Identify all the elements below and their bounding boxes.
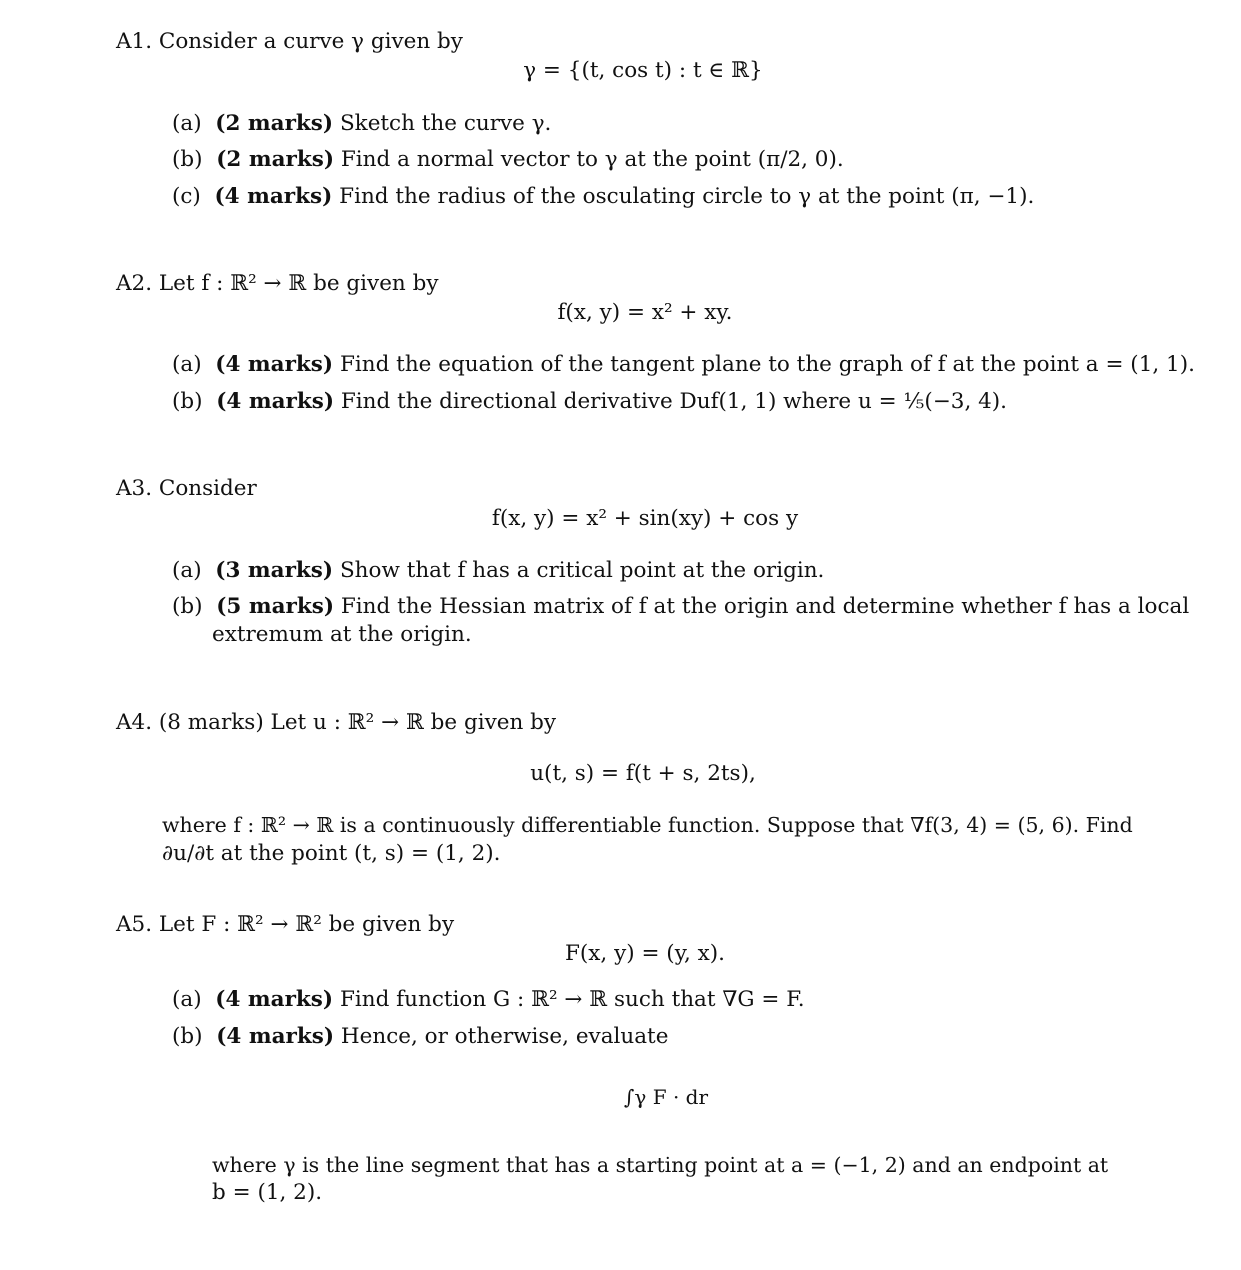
part-label: (a) [172, 987, 202, 1012]
problem-a2-part-a [172, 352, 1195, 378]
part-label: (a) [172, 352, 202, 377]
part-text: Find a normal vector to γ at the point (π/2, 0). [340, 147, 844, 172]
part-text: Find the directional derivative Duf(1, 1) where u = ⅕(−3, 4). [340, 389, 1008, 414]
problem-a2-intro: A2. Let f : ℝ² → ℝ be given by [116, 271, 439, 296]
part-marks: (3 marks) [215, 558, 334, 583]
problem-a4-body-line1: where f : ℝ² → ℝ is a continuously differentiable function. Suppose that ∇f(3, 4) = (5, 6). Find [162, 813, 1133, 837]
part-text: Find the equation of the tangent plane to the graph of f at the point a = (1, 1). [339, 352, 1195, 377]
problem-a2-part-b [172, 389, 1007, 415]
part-text: Show that f has a critical point at the origin. [339, 558, 825, 583]
problem-a3-display-equation: f(x, y) = x² + sin(xy) + cos y [491, 506, 799, 531]
problem-a3-part-b [172, 594, 1189, 620]
problem-a1-part-a [172, 111, 551, 137]
problem-a5-display-equation: F(x, y) = (y, x). [564, 941, 725, 966]
part-label: (b) [172, 147, 203, 172]
problem-a4-body-line2: ∂u/∂t at the point (t, s) = (1, 2). [162, 841, 501, 866]
problem-a1-part-b [172, 147, 844, 173]
part-text: Find the radius of the osculating circle to γ at the point (π, −1). [339, 184, 1035, 209]
part-label: (b) [172, 389, 203, 414]
part-text: Sketch the curve γ. [339, 111, 552, 136]
problem-a1-display-equation: γ = {(t, cos t) : t ∈ ℝ} [523, 58, 763, 83]
part-label: (a) [172, 558, 202, 583]
problem-a5-body-line1: where γ is the line segment that has a starting point at a = (−1, 2) and an endpoint at [212, 1153, 1109, 1177]
problem-a1-part-c [172, 184, 1034, 210]
part-marks: (5 marks) [216, 594, 335, 619]
part-marks: (4 marks) [214, 184, 333, 209]
part-text: Find the Hessian matrix of f at the origin and determine whether f has a local [340, 594, 1190, 619]
problem-a5-intro: A5. Let F : ℝ² → ℝ² be given by [116, 912, 455, 937]
part-marks: (2 marks) [216, 147, 335, 172]
problem-a5-integral-equation: ∫γ F · dr [624, 1085, 709, 1109]
problem-a4-intro: A4. (8 marks) Let u : ℝ² → ℝ be given by [116, 710, 557, 735]
part-label: (b) [172, 1024, 203, 1049]
part-marks: (4 marks) [215, 987, 334, 1012]
problem-a2-display-equation: f(x, y) = x² + xy. [557, 300, 733, 325]
part-marks: (2 marks) [215, 111, 334, 136]
part-marks: (4 marks) [216, 1024, 335, 1049]
part-label: (a) [172, 111, 202, 136]
problem-a4-display-equation: u(t, s) = f(t + s, 2ts), [530, 761, 756, 786]
problem-a5-part-a [172, 987, 805, 1013]
problem-a5-body-line2: b = (1, 2). [212, 1180, 323, 1205]
part-label: (c) [172, 184, 201, 209]
problem-a3-part-a [172, 558, 824, 584]
part-text: Hence, or otherwise, evaluate [340, 1024, 669, 1049]
part-text: Find function G : ℝ² → ℝ such that ∇G = F. [339, 987, 805, 1012]
part-marks: (4 marks) [216, 389, 335, 414]
problem-a5-part-b [172, 1024, 668, 1050]
part-marks: (4 marks) [215, 352, 334, 377]
problem-a1-intro: A1. Consider a curve γ given by [116, 29, 463, 54]
problem-a3-part-b-continued: extremum at the origin. [212, 622, 472, 647]
problem-a3-intro: A3. Consider [116, 476, 257, 501]
part-label: (b) [172, 594, 203, 619]
